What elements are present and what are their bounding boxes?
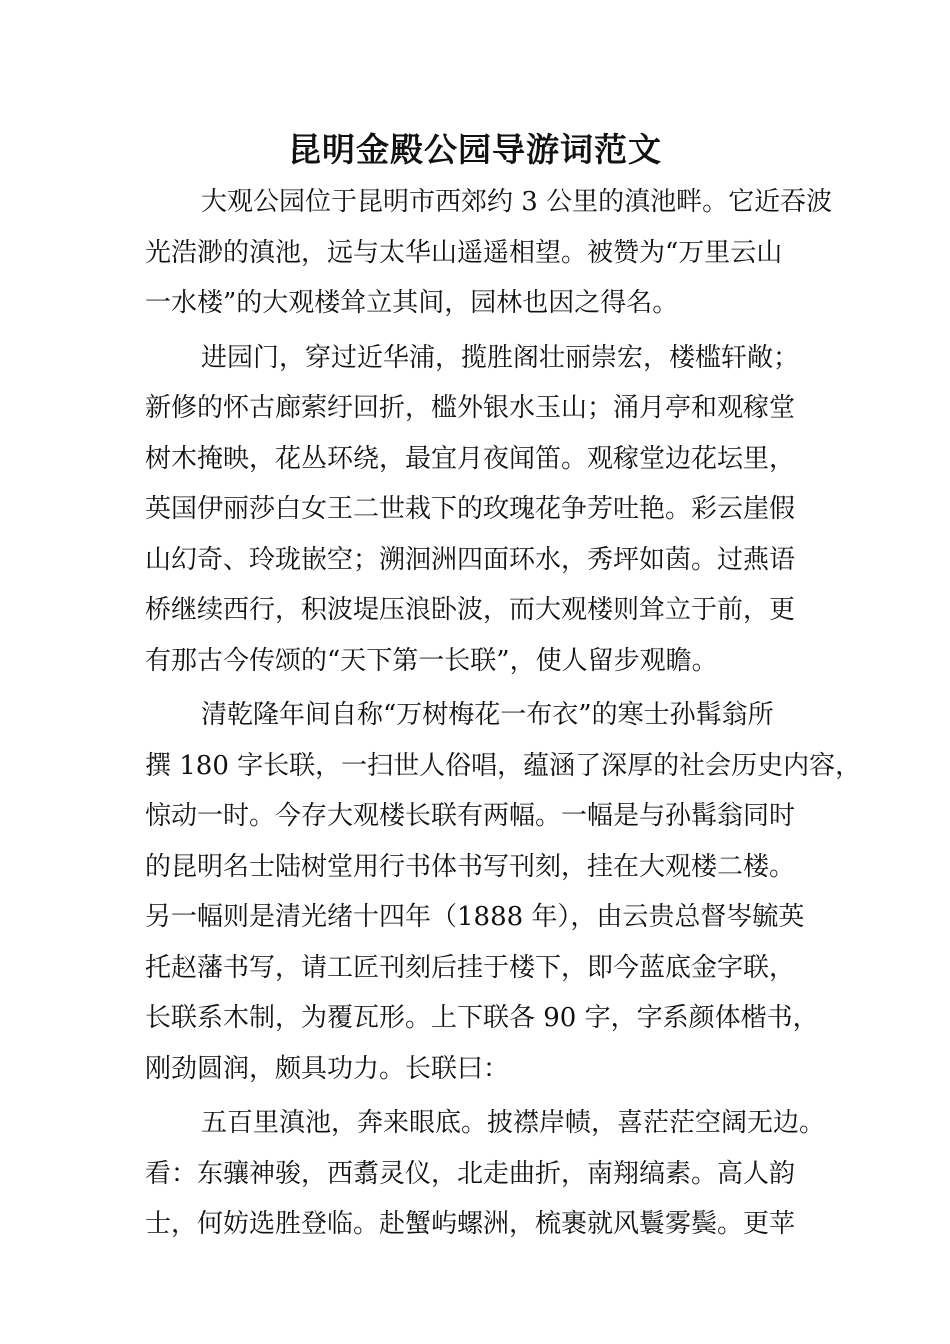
text-line: 桥继续西行，积波堤压浪卧波，而大观楼则耸立于前，更 xyxy=(145,595,796,625)
text-line: 另一幅则是清光绪十四年（1888 年），由云贵总督岑毓英 xyxy=(145,902,805,932)
text-line: 的昆明名士陆树堂用行书体书写刊刻，挂在大观楼二楼。 xyxy=(145,851,796,882)
text-line: 长联系木制，为覆瓦形。上下联各 90 字，字系颜体楷书， xyxy=(145,1003,819,1033)
text-line: 看：东骧神骏，西翥灵仪，北走曲折，南翔缟素。高人韵 xyxy=(145,1158,796,1189)
text-line: 新修的怀古廊萦纡回折，槛外银水玉山；涌月亭和观稼堂 xyxy=(145,393,796,423)
paragraph-2 xyxy=(145,333,820,687)
document-body xyxy=(145,177,862,1250)
paragraph-3 xyxy=(145,690,862,1094)
text-line: 惊动一时。今存大观楼长联有两幅。一幅是与孙髯翁同时 xyxy=(145,801,796,831)
text-line: 树木掩映，花丛环绕，最宜月夜闻笛。观稼堂边花坛里， xyxy=(145,443,796,474)
text-line: 英国伊丽莎白女王二世栽下的玫瑰花争芳吐艳。彩云崖假 xyxy=(145,494,796,524)
text-line: 撰 180 字长联，一扫世人俗唱，蕴涵了深厚的社会历史内容， xyxy=(145,750,862,781)
text-line: 五百里滇池，奔来眼底。披襟岸帻，喜茫茫空阔无边。 xyxy=(201,1108,826,1138)
text-line: 一水楼”的大观楼耸立其间，园林也因之得名。 xyxy=(145,288,679,318)
text-line: 刚劲圆润，颇具功力。长联曰： xyxy=(145,1053,510,1084)
document-title: 昆明金殿公园导游词范文 xyxy=(288,130,662,169)
paragraph-1 xyxy=(145,177,833,329)
paragraph-4 xyxy=(145,1098,826,1250)
text-line: 有那古今传颂的“天下第一长联”，使人留步观瞻。 xyxy=(145,645,718,676)
text-line: 士，何妨选胜登临。赴蟹屿螺洲，梳裹就风鬟雾鬓。更苹 xyxy=(145,1209,796,1239)
text-line: 大观公园位于昆明市西郊约 3 公里的滇池畔。它近吞波 xyxy=(201,187,833,217)
text-line: 光浩渺的滇池，远与太华山遥遥相望。被赞为“万里云山 xyxy=(145,237,783,268)
text-line: 清乾隆年间自称“万树梅花一布衣”的寒士孙髯翁所 xyxy=(201,700,774,730)
text-line: 进园门，穿过近华浦，揽胜阁壮丽崇宏，楼槛轩敞； xyxy=(201,342,800,373)
text-line: 托赵藩书写，请工匠刊刻后挂于楼下，即今蓝底金字联， xyxy=(145,952,796,983)
text-line: 山幻奇、玲珑嵌空；溯洄洲四面环水，秀坪如茵。过燕语 xyxy=(145,544,796,575)
